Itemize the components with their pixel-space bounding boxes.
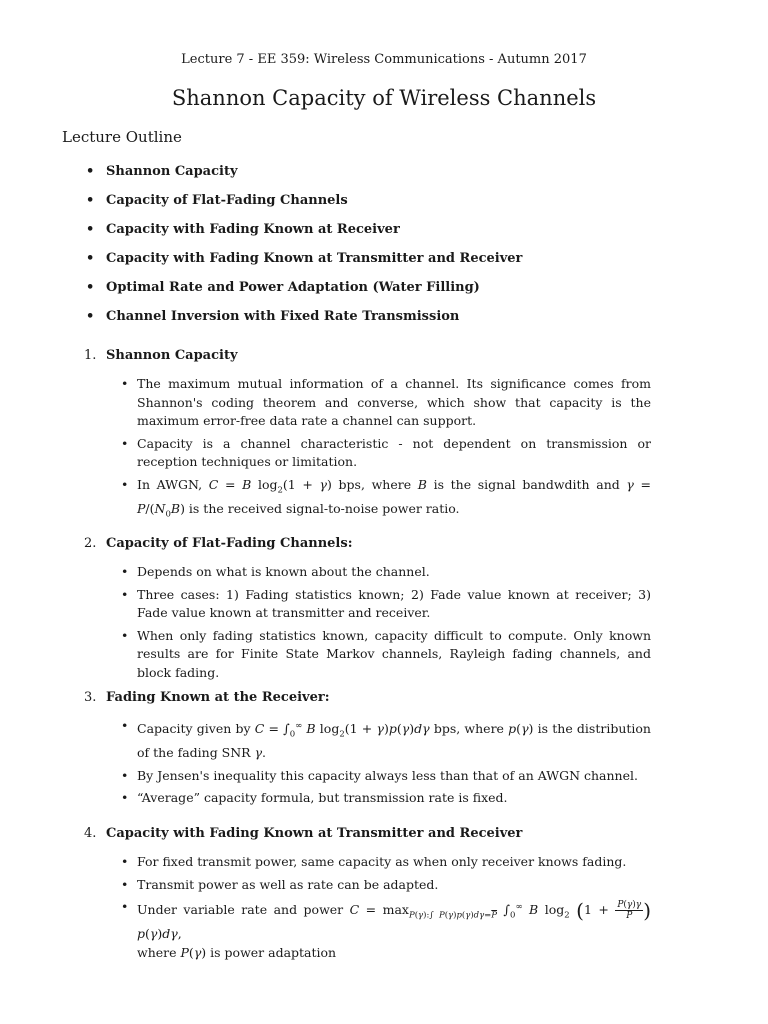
bullet-icon: • [86, 251, 95, 266]
outline-heading: Lecture Outline [62, 128, 182, 146]
outline-item: • Optimal Rate and Power Adaptation (Water Filling) [86, 280, 480, 295]
outline-item: • Capacity with Fading Known at Receiver [86, 222, 400, 237]
list-item-capacity: • Capacity given by $C = \int_0^\infty$ B $\log_2(1 + \gamma)p(\gamma)d\gamma$ bps, where p(γ) is the distribution of the fading SNR γ. [121, 718, 651, 761]
page-title: Shannon Capacity of Wireless Channels [171, 86, 597, 110]
bullet-list [121, 375, 651, 524]
list-item: • Capacity is a channel characteristic - not dependent on transmission or reception techniques or limitation. [121, 435, 651, 469]
bullet-icon: • [86, 222, 95, 237]
list-item: • Three cases: 1) Fading statistics known; 2) Fade value known at receiver; 3) Fade value known at transmitter and receiver. [121, 586, 651, 620]
bullet-icon: • [86, 280, 95, 295]
lecture-header: Lecture 7 - EE 359: Wireless Communications - Autumn 2017 [181, 52, 587, 67]
outline-item: • Capacity with Fading Known at Transmitter and Receiver [86, 251, 523, 266]
bullet-list [121, 717, 651, 808]
bullet-icon: • [86, 309, 95, 324]
section-1 [84, 348, 651, 528]
bullet-icon: • [86, 164, 95, 179]
section-3 [84, 690, 651, 812]
list-item: • The maximum mutual information of a channel. Its significance comes from Shannon's coding theorem and converse, which show that capacity is the maximum error-free data rate a channel can support. [121, 376, 651, 428]
section-heading: 1. Shannon Capacity [84, 348, 238, 363]
section-2 [84, 536, 651, 686]
list-item: • For fixed transmit power, same capacity as when only receiver knows fading. [121, 854, 627, 869]
outline-item: • Shannon Capacity [86, 164, 238, 179]
list-item: • When only fading statistics known, capacity difficult to compute. Only known results are for Finite State Markov channels, Rayleigh fading channels, and block fading. [121, 627, 651, 680]
bullet-list [121, 563, 651, 682]
list-item: • Transmit power as well as rate can be adapted. [121, 876, 439, 892]
section-4 [84, 826, 651, 966]
section-heading: 4. Capacity with Fading Known at Transmitter and Receiver [84, 826, 523, 841]
outline-list [86, 164, 522, 338]
outline-item: • Capacity of Flat-Fading Channels [86, 193, 348, 208]
outline-item: • Channel Inversion with Fixed Rate Transmission [86, 309, 460, 324]
list-item: • Depends on what is known about the channel. [121, 564, 430, 579]
list-item: • By Jensen's inequality this capacity always less than that of an AWGN channel. [121, 767, 638, 783]
section-heading: 2. Capacity of Flat-Fading Channels: [84, 536, 353, 551]
section-heading: 3. Fading Known at the Receiver: [84, 690, 330, 705]
bullet-icon: • [86, 193, 95, 208]
list-item-variable-rate: • Under variable rate and power $C = \max_{P(\gamma):\int P(\gamma)p(\gamma)d\gamma=\overline{P}} \int_0^\infty$ B $\log_2 (1$ + $\frac{P(\gamma)\gamma}{P}$ ) p(γ)dγ, where P(γ) is power adaptation [121, 898, 651, 960]
list-item-awgn: • In AWGN, C = B $\log_2(1 + \gamma)$ bps, where B is the signal bandwdith and $\gamma = P/(N_0B)$ is the received signal-to-noise power ratio. [121, 476, 652, 519]
bullet-list [121, 853, 651, 962]
list-item: • “Average” capacity formula, but transmission rate is fixed. [121, 790, 508, 806]
